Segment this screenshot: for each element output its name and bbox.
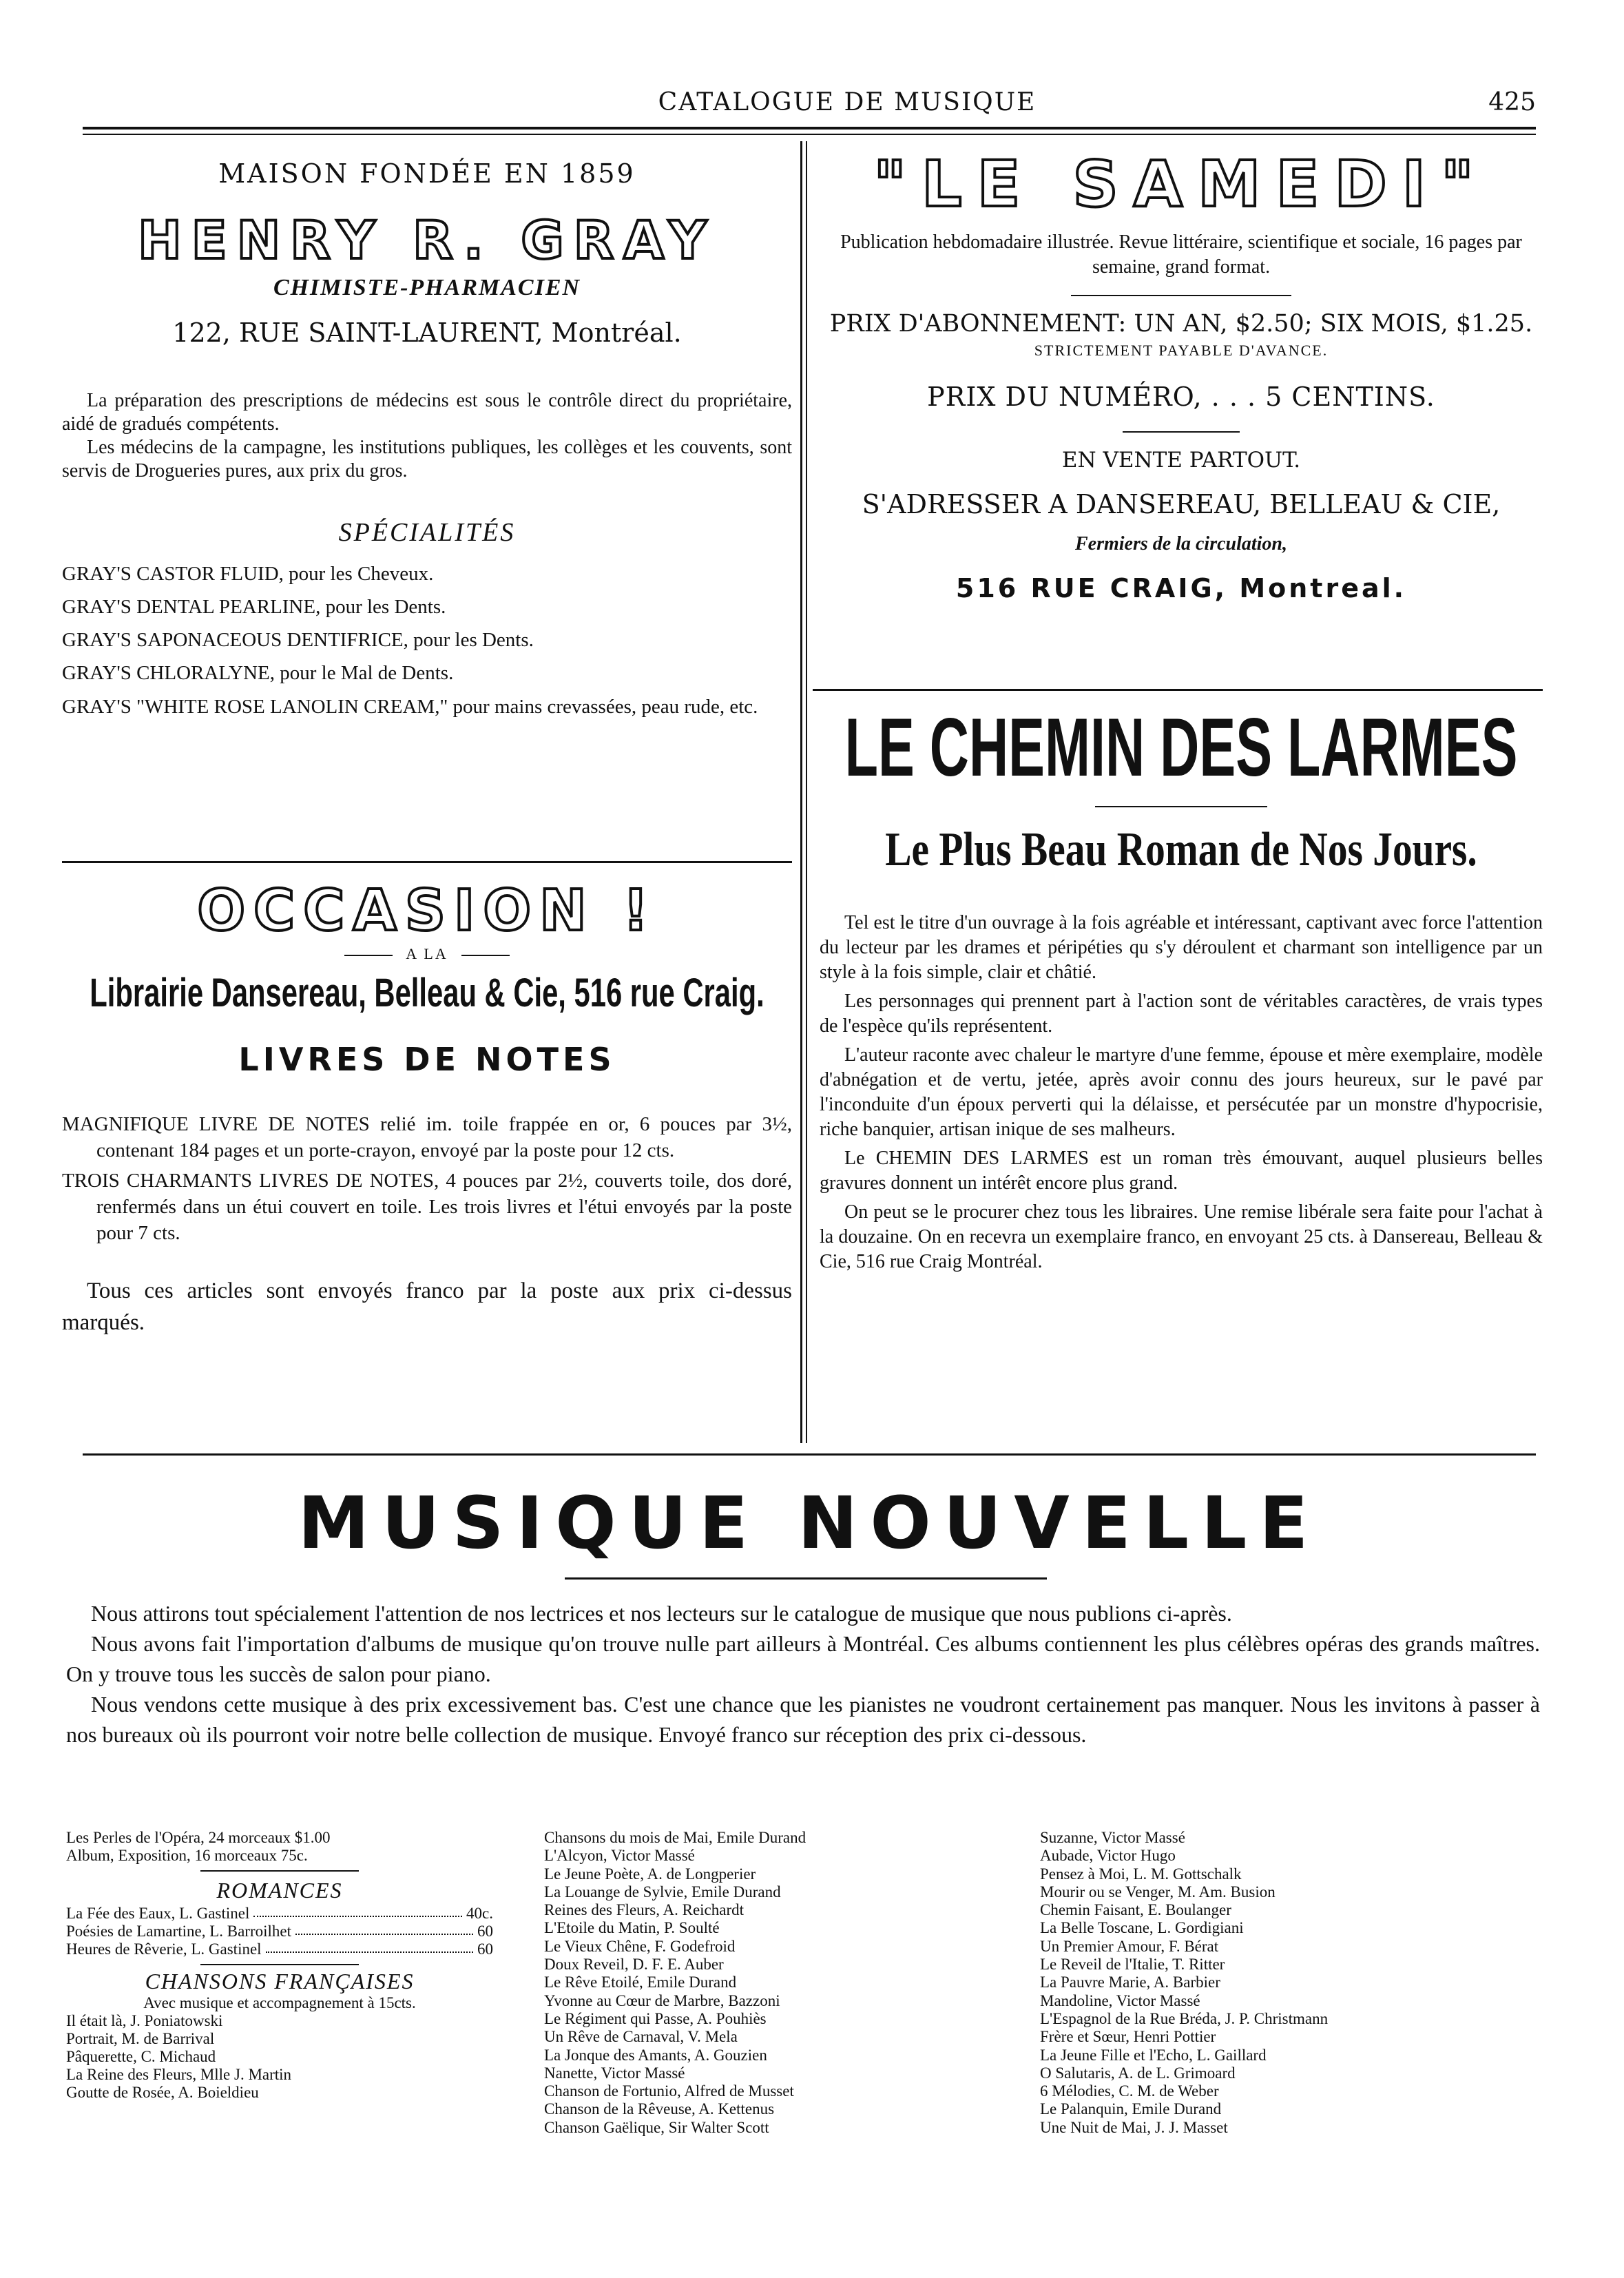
romances-title: ROMANCES bbox=[216, 1878, 343, 1903]
catalogue-item: Chanson de la Rêveuse, A. Kettenus bbox=[544, 2100, 775, 2118]
catalogue-item: Reines des Fleurs, A. Reichardt bbox=[544, 1901, 745, 1919]
musique-paragraph-1: Nous attirons tout spécialement l'attention de nos lectrices et nos lecteurs sur le catalogue de musique que nous publions ci-après. bbox=[91, 1601, 1232, 1626]
chanson-item: Il était là, J. Poniatowski bbox=[66, 2012, 223, 2029]
romance-price: 60 bbox=[477, 1940, 493, 1958]
catalogue-item: Le Vieux Chêne, F. Godefroid bbox=[544, 1937, 736, 1955]
chanson-item: Pâquerette, C. Michaud bbox=[66, 2048, 216, 2065]
musique-intro bbox=[66, 1598, 1540, 1750]
specialty-item: GRAY'S "WHITE ROSE LANOLIN CREAM," pour mains crevassées, peau rude, etc. bbox=[62, 696, 758, 718]
specialties-list bbox=[62, 557, 792, 718]
page-number: 425 bbox=[1488, 88, 1536, 116]
chemin-rule bbox=[1095, 806, 1267, 807]
header-rule-top bbox=[83, 127, 1536, 130]
romance-price: 60 bbox=[477, 1923, 493, 1940]
gray-paragraph-1: La préparation des prescriptions de médecins est sous le contrôle direct du propriétaire, aidé de gradués compétents. bbox=[62, 390, 792, 435]
catalogue-item: Yvonne au Cœur de Marbre, Bazzoni bbox=[544, 1991, 780, 2009]
romance-row bbox=[66, 1905, 493, 1923]
catalogue-item: Nanette, Victor Massé bbox=[544, 2064, 685, 2082]
catalogue-item: La Pauvre Marie, A. Barbier bbox=[1040, 1974, 1220, 1991]
catalogue-item: Le Reveil de l'Italie, T. Ritter bbox=[1040, 1956, 1225, 1974]
samedi-adresser: S'ADRESSER A DANSEREAU, BELLEAU & CIE, bbox=[862, 489, 1501, 519]
chemin-paragraph-5: On peut se le procurer chez tous les libraires. Une remise libérale sera faite pour l'achat à la douzaine. On en recevra un exemplaire franco, en envoyant 25 cts. à Dansereau, Belleau & Cie, 516 rue Craig Montréal. bbox=[820, 1201, 1543, 1272]
gray-address: 122, RUE SAINT-LAURENT, Montréal. bbox=[172, 318, 682, 348]
livres-item-2: TROIS CHARMANTS LIVRES DE NOTES, 4 pouces par 2½, couverts toile, dos doré, renfermés dans un étui couvert en toile. Les trois livres et l'étui envoyés par la poste pour 7 cts. bbox=[62, 1170, 792, 1244]
romance-name: Poésies de Lamartine, L. Barroilhet bbox=[66, 1923, 292, 1940]
catalogue-item: Chanson de Fortunio, Alfred de Musset bbox=[544, 2082, 794, 2100]
samedi-rule-2 bbox=[1123, 431, 1240, 433]
catalogue-item: La Jonque des Amants, A. Gouzien bbox=[544, 2046, 767, 2064]
romance-name: Heures de Rêverie, L. Gastinel bbox=[66, 1940, 262, 1958]
header-title: CATALOGUE DE MUSIQUE bbox=[658, 88, 1037, 116]
samedi-vente: EN VENTE PARTOUT. bbox=[1061, 448, 1301, 473]
chemin-paragraph-4: Le CHEMIN DES LARMES est un roman très émouvant, auquel plusieurs belles gravures donnent un intérêt encore plus grand. bbox=[820, 1148, 1543, 1194]
samedi-rule-1 bbox=[1071, 295, 1291, 296]
catalogue-item: L'Alcyon, Victor Massé bbox=[544, 1847, 695, 1865]
catalogue-item: L'Etoile du Matin, P. Soulté bbox=[544, 1919, 720, 1937]
specialty-item: GRAY'S DENTAL PEARLINE, pour les Dents. bbox=[62, 596, 446, 618]
musique-paragraph-2: Nous avons fait l'importation d'albums de musique qu'on trouve nulle part ailleurs à Montréal. Ces albums contiennent les plus célèbres opéras des grands maîtres. On y trouve tous les succès de salon pour piano. bbox=[66, 1631, 1540, 1686]
specialty-item: GRAY'S SAPONACEOUS DENTIFRICE, pour les Dents. bbox=[62, 629, 534, 651]
occasion-footer: Tous ces articles sont envoyés franco par la poste aux prix ci-dessus marqués. bbox=[62, 1278, 792, 1335]
romances-list bbox=[66, 1905, 493, 1958]
gray-ad bbox=[62, 158, 792, 718]
catalogue-item: Le Palanquin, Emile Durand bbox=[1040, 2100, 1222, 2118]
gray-name: HENRY R. GRAY bbox=[138, 209, 716, 271]
right-divider-1 bbox=[813, 689, 1543, 691]
samedi-abonnement: PRIX D'ABONNEMENT: UN AN, $2.50; SIX MOIS, $1.25. bbox=[829, 310, 1533, 338]
occasion-ad bbox=[62, 878, 792, 1338]
samedi-rue-craig: 516 RUE CRAIG, Montreal. bbox=[955, 573, 1407, 603]
catalogue-item: Frère et Sœur, Henri Pottier bbox=[1040, 2028, 1216, 2046]
samedi-title: "LE SAMEDI" bbox=[873, 147, 1489, 221]
left-divider-1 bbox=[62, 861, 792, 863]
catalogue-item: Album, Exposition, 16 morceaux 75c. bbox=[66, 1847, 308, 1864]
founded-line: MAISON FONDÉE EN 1859 bbox=[218, 158, 636, 189]
a-la-label: A LA bbox=[406, 945, 448, 962]
catalogue-item: La Belle Toscane, L. Gordigiani bbox=[1040, 1919, 1244, 1937]
catalogue-item: Mandoline, Victor Massé bbox=[1040, 1991, 1200, 2009]
chemin-paragraph-1: Tel est le titre d'un ouvrage à la fois agréable et intéressant, captivant avec force l'attention du lecteur par les drames et péripéties qu s'y déroulent et charmant son intelligence par un style à la fois simple, clair et châtié. bbox=[820, 912, 1543, 983]
catalogue-item: Doux Reveil, D. F. E. Auber bbox=[544, 1956, 724, 1974]
librairie-line: Librairie Dansereau, Belleau & Cie, 516 rue Craig. bbox=[90, 971, 764, 1015]
catalogue-col-3 bbox=[1040, 1829, 1536, 2137]
chanson-item: La Reine des Fleurs, Mlle J. Martin bbox=[66, 2066, 292, 2083]
catalogue-item: Une Nuit de Mai, J. J. Masset bbox=[1040, 2118, 1228, 2136]
chemin-paragraph-2: Les personnages qui prennent part à l'action sont de véritables caractères, de vrais types de l'espèce qu'ils représentent. bbox=[820, 991, 1543, 1037]
specialty-item: GRAY'S CHLORALYNE, pour le Mal de Dents. bbox=[62, 662, 454, 684]
musique-rule-sub bbox=[565, 1577, 1047, 1580]
livres-title: LIVRES DE NOTES bbox=[238, 1041, 616, 1078]
musique-paragraph-3: Nous vendons cette musique à des prix excessivement bas. C'est une chance que les pianistes ne voudront certainement pas manquer. Nous les invitons à passer à nos bureaux où ils pourront voir notre belle collection de musique. Envoyé franco sur réception des prix ci-dessous. bbox=[66, 1692, 1540, 1747]
catalogue-item: Un Premier Amour, F. Bérat bbox=[1040, 1937, 1219, 1955]
catalogue-item: O Salutaris, A. de L. Grimoard bbox=[1040, 2064, 1236, 2082]
samedi-fermiers: Fermiers de la circulation, bbox=[1075, 533, 1287, 555]
catalogue-item: Suzanne, Victor Massé bbox=[1040, 1829, 1185, 1846]
col1-rule-1 bbox=[200, 1870, 359, 1872]
catalogue-col-1 bbox=[66, 1829, 493, 2102]
samedi-strictement: STRICTEMENT PAYABLE D'AVANCE. bbox=[1034, 342, 1329, 359]
specialty-item: GRAY'S CASTOR FLUID, pour les Cheveux. bbox=[62, 563, 434, 585]
chemin-ad bbox=[820, 703, 1543, 1274]
livres-item-1: MAGNIFIQUE LIVRE DE NOTES relié im. toile frappée en or, 6 pouces par 3½, contenant 184 pages et un porte-crayon, envoyé par la poste pour 12 cts. bbox=[62, 1113, 792, 1161]
musique-rule-top bbox=[83, 1453, 1536, 1456]
romance-price: 40c. bbox=[466, 1905, 493, 1922]
chemin-title: LE CHEMIN DES LARMES bbox=[844, 701, 1518, 794]
catalogue-col-2 bbox=[544, 1829, 1019, 2137]
a-la-line bbox=[62, 945, 792, 963]
column-divider-2 bbox=[806, 141, 807, 1443]
romance-name: La Fée des Eaux, L. Gastinel bbox=[66, 1905, 250, 1922]
musique-title: MUSIQUE NOUVELLE bbox=[298, 1481, 1321, 1565]
catalogue-item: Chansons du mois de Mai, Emile Durand bbox=[544, 1829, 806, 1846]
catalogue-item: L'Espagnol de la Rue Bréda, J. P. Christmann bbox=[1040, 2009, 1329, 2027]
specialties-title: SPÉCIALITÉS bbox=[338, 518, 516, 547]
catalogue-item: Chemin Faisant, E. Boulanger bbox=[1040, 1901, 1231, 1919]
catalogue-item: Mourir ou se Venger, M. Am. Busion bbox=[1040, 1883, 1276, 1901]
catalogue-item: Aubade, Victor Hugo bbox=[1040, 1847, 1176, 1865]
catalogue-item: Le Régiment qui Passe, A. Pouhiès bbox=[544, 2009, 767, 2027]
chansons-title: CHANSONS FRANÇAISES bbox=[145, 1969, 415, 1994]
chansons-list bbox=[66, 2012, 493, 2102]
samedi-description: Publication hebdomadaire illustrée. Revue littéraire, scientifique et sociale, 16 pages par semaine, grand format. bbox=[840, 231, 1522, 278]
catalogue-item: 6 Mélodies, C. M. de Weber bbox=[1040, 2082, 1219, 2100]
samedi-ad bbox=[820, 147, 1543, 603]
running-header bbox=[83, 88, 1536, 120]
chanson-item: Goutte de Rosée, A. Boieldieu bbox=[66, 2084, 259, 2101]
occasion-title: OCCASION ! bbox=[197, 878, 657, 944]
catalogue-item: La Louange de Sylvie, Emile Durand bbox=[544, 1883, 781, 1901]
samedi-prix-numero: PRIX DU NUMÉRO, . . . 5 CENTINS. bbox=[927, 382, 1435, 412]
catalogue-item: Chanson Gaëlique, Sir Walter Scott bbox=[544, 2118, 769, 2136]
catalogue-item: Un Rêve de Carnaval, V. Mela bbox=[544, 2028, 738, 2046]
gray-profession: CHIMISTE-PHARMACIEN bbox=[273, 275, 581, 300]
gray-paragraph-2: Les médecins de la campagne, les institutions publiques, les collèges et les couvents, sont servis de Drogueries pures, aux prix du gros. bbox=[62, 437, 792, 482]
chemin-paragraph-3: L'auteur raconte avec chaleur le martyre d'une femme, épouse et mère exemplaire, modèle d'abnégation et de vertu, jetée, après avoir connu des jours heureux, sur le pavé par l'inconduite d'un époux perverti qui la délaisse, et persécutée par un monstre d'hypocrisie, riche banquier, artisan inique de ses malheurs. bbox=[820, 1044, 1543, 1140]
romance-row bbox=[66, 1923, 493, 1940]
chemin-subtitle: Le Plus Beau Roman de Nos Jours. bbox=[885, 823, 1477, 876]
chansons-sub: Avec musique et accompagnement à 15cts. bbox=[143, 1994, 416, 2011]
catalogue-item: Les Perles de l'Opéra, 24 morceaux $1.00 bbox=[66, 1829, 331, 1846]
chanson-item: Portrait, M. de Barrival bbox=[66, 2030, 215, 2047]
romance-row bbox=[66, 1940, 493, 1958]
column-divider bbox=[800, 141, 802, 1443]
catalogue-item: Pensez à Moi, L. M. Gottschalk bbox=[1040, 1865, 1242, 1883]
header-rule-bottom bbox=[83, 134, 1536, 135]
catalogue-item: Le Rêve Etoilé, Emile Durand bbox=[544, 1974, 737, 1991]
catalogue-item: La Jeune Fille et l'Echo, L. Gaillard bbox=[1040, 2046, 1267, 2064]
catalogue-item: Le Jeune Poète, A. de Longperier bbox=[544, 1865, 756, 1883]
col1-rule-2 bbox=[200, 1964, 359, 1965]
